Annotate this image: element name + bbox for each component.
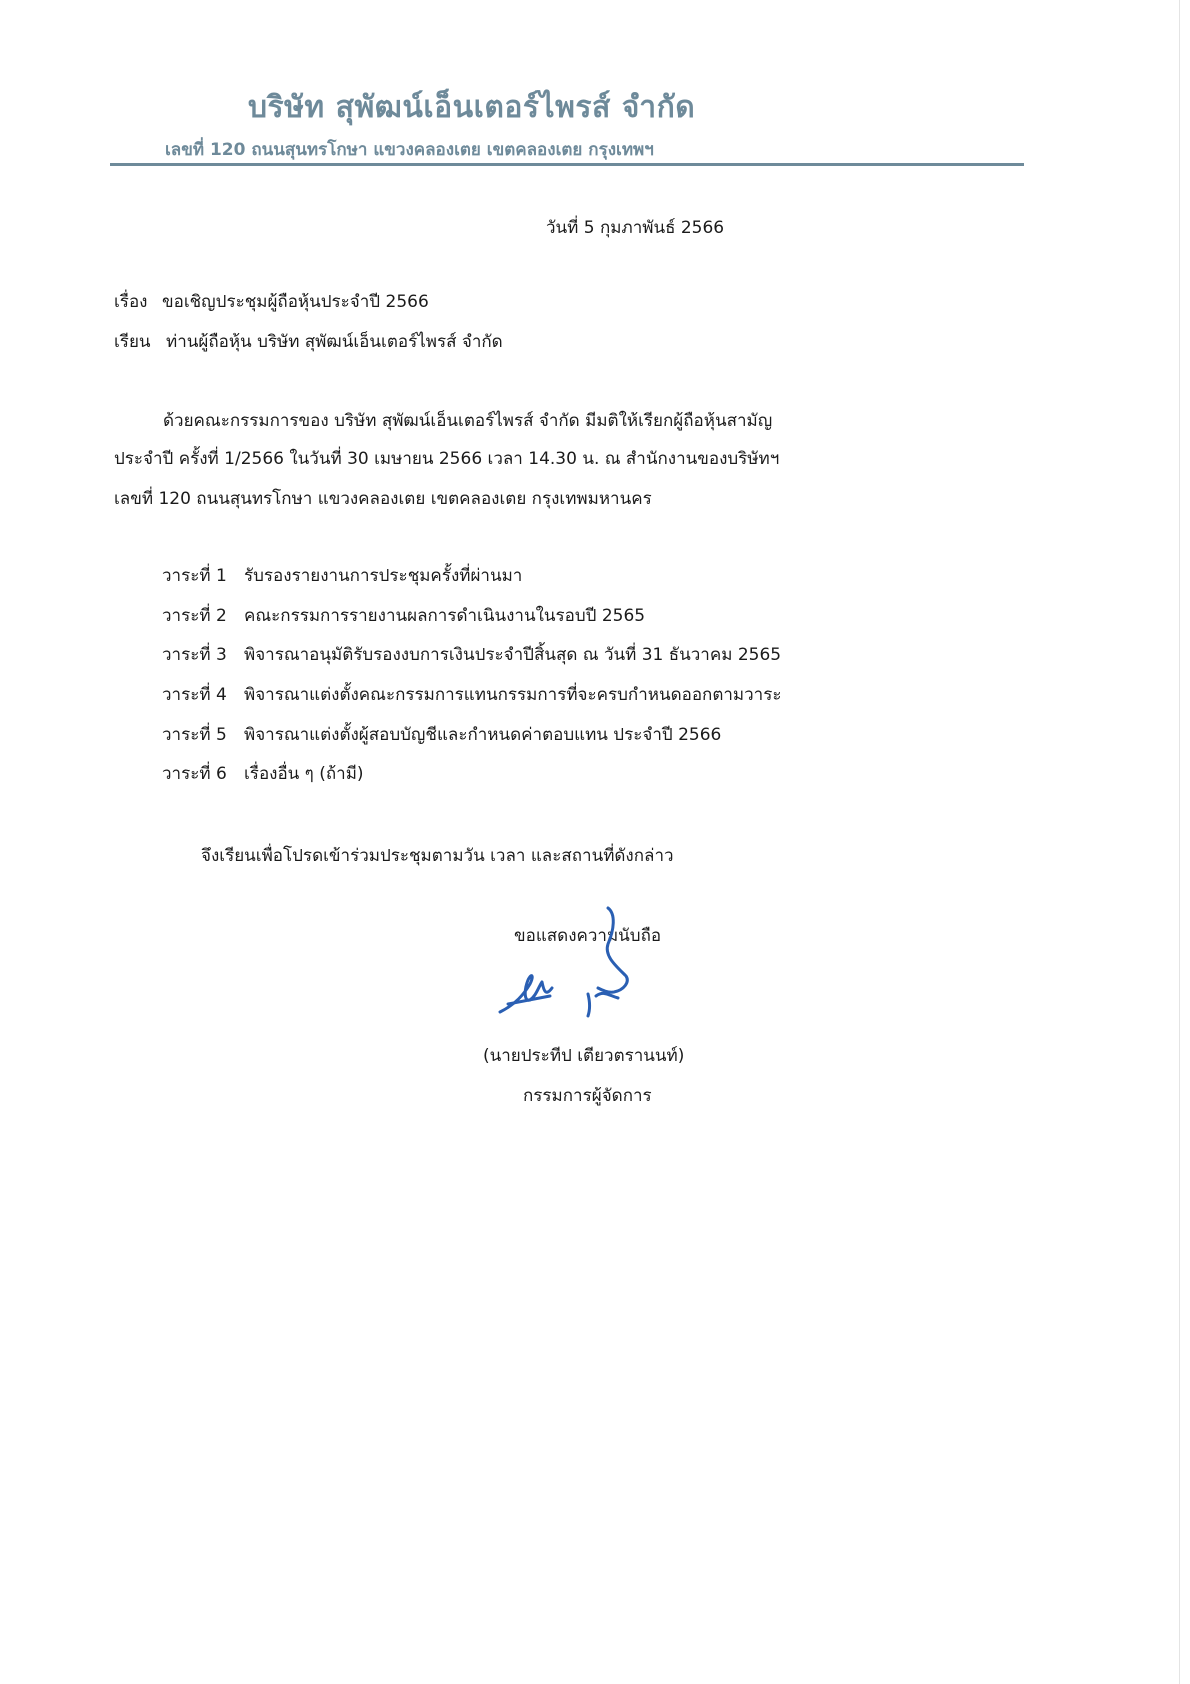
agenda-label: วาระที่ 3: [162, 645, 227, 665]
letterhead-divider: [110, 163, 1024, 166]
body-line-2: ประจำปี ครั้งที่ 1/2566 ในวันที่ 30 เมษายน 2566 เวลา 14.30 น. ณ สำนักงานของบริษัทฯ: [114, 449, 780, 469]
subject-label: เรื่อง: [114, 292, 148, 312]
agenda-label: วาระที่ 4: [162, 685, 227, 705]
signature: [490, 900, 650, 1030]
agenda-label: วาระที่ 2: [162, 606, 227, 626]
signatory-name: (นายประทีป เตียวตรานนท์): [483, 1046, 685, 1066]
company-address: เลขที่ 120 ถนนสุนทรโกษา แขวงคลองเตย เขตคลองเตย กรุงเทพฯ: [165, 140, 654, 160]
body-line-3: เลขที่ 120 ถนนสุนทรโกษา แขวงคลองเตย เขตคลองเตย กรุงเทพมหานคร: [114, 489, 652, 509]
agenda-item: คณะกรรมการรายงานผลการดำเนินงานในรอบปี 2565: [244, 606, 646, 626]
agenda-item: พิจารณาแต่งตั้งคณะกรรมการแทนกรรมการที่จะครบกำหนดออกตามวาระ: [244, 685, 782, 705]
page-edge: [1179, 0, 1180, 1684]
body-line-1: ด้วยคณะกรรมการของ บริษัท สุพัฒน์เอ็นเตอร์ไพรส์ จำกัด มีมติให้เรียกผู้ถือหุ้นสามัญ: [163, 411, 773, 431]
agenda-label: วาระที่ 6: [162, 764, 227, 784]
agenda-item: เรื่องอื่น ๆ (ถ้ามี): [244, 764, 364, 784]
agenda-label: วาระที่ 5: [162, 725, 227, 745]
recipient-text: ท่านผู้ถือหุ้น บริษัท สุพัฒน์เอ็นเตอร์ไพรส์ จำกัด: [166, 332, 503, 352]
agenda-item: พิจารณาอนุมัติรับรองงบการเงินประจำปีสิ้นสุด ณ วันที่ 31 ธันวาคม 2565: [244, 645, 782, 665]
subject-text: ขอเชิญประชุมผู้ถือหุ้นประจำปี 2566: [162, 292, 429, 312]
closing-request: จึงเรียนเพื่อโปรดเข้าร่วมประชุมตามวัน เวลา และสถานที่ดังกล่าว: [201, 846, 674, 866]
agenda-item: พิจารณาแต่งตั้งผู้สอบบัญชีและกำหนดค่าตอบแทน ประจำปี 2566: [244, 725, 722, 745]
letter-date: วันที่ 5 กุมภาพันธ์ 2566: [546, 218, 725, 238]
closing-salutation: ขอแสดงความนับถือ: [514, 926, 662, 946]
recipient-label: เรียน: [114, 332, 151, 352]
agenda-label: วาระที่ 1: [162, 566, 227, 586]
signatory-title: กรรมการผู้จัดการ: [523, 1086, 652, 1106]
company-name: บริษัท สุพัฒน์เอ็นเตอร์ไพรส์ จำกัด: [248, 90, 696, 125]
agenda-item: รับรองรายงานการประชุมครั้งที่ผ่านมา: [244, 566, 523, 586]
